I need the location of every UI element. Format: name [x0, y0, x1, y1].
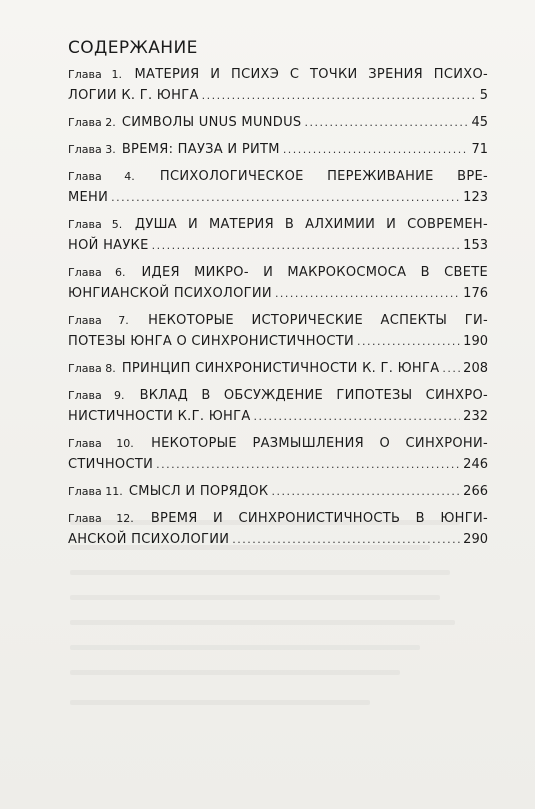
toc-entry-first-line [68, 433, 488, 454]
chapter-label: Глава 4. [68, 170, 135, 183]
dot-leader [111, 187, 460, 208]
toc-entry-last-line [68, 406, 488, 427]
chapter-label: Глава 1. [68, 68, 123, 81]
toc-entry[interactable] [68, 64, 488, 106]
chapter-title-part-1: ВРЕМЯ И СИНХРОНИСТИЧНОСТЬ В ЮНГИ- [150, 511, 488, 526]
chapter-title: СИМВОЛЫ UNUS MUNDUS [121, 115, 302, 130]
dot-leader [275, 283, 460, 304]
toc-entry-first-line [68, 262, 488, 283]
toc-entry[interactable] [68, 262, 488, 304]
toc-entry[interactable] [68, 139, 488, 160]
page-number: 5 [479, 88, 488, 103]
page-number: 71 [471, 142, 488, 157]
chapter-label: Глава 2. [68, 116, 116, 129]
chapter-title-part-2: НИСТИЧНОСТИ К.Г. ЮНГА [68, 409, 251, 424]
toc-entry[interactable] [68, 481, 488, 502]
show-through-line [70, 595, 440, 600]
page-number: 190 [463, 334, 488, 349]
chapter-title-part-1: ВКЛАД В ОБСУЖДЕНИЕ ГИПОТЕЗЫ СИНХРО- [139, 388, 489, 403]
dot-leader [152, 235, 461, 256]
dot-leader [232, 529, 460, 550]
toc-entry-last-line [68, 112, 488, 133]
toc-entry-heading-line [68, 385, 488, 406]
chapter-title: СМЫСЛ И ПОРЯДОК [128, 484, 269, 499]
dot-leader [304, 112, 468, 133]
page-number: 45 [471, 115, 488, 130]
toc-entry-first-line [68, 214, 488, 235]
toc-entry-last-line [68, 358, 488, 379]
page-number: 232 [463, 409, 488, 424]
toc-entry-first-line [68, 166, 488, 187]
dot-leader [271, 481, 460, 502]
chapter-label: Глава 5. [68, 218, 123, 231]
chapter-label: Глава 8. [68, 362, 116, 375]
dot-leader [357, 331, 460, 352]
table-of-contents [68, 64, 488, 556]
toc-entry-heading-line [68, 262, 488, 283]
chapter-label: Глава 11. [68, 485, 123, 498]
toc-entry-last-line [68, 481, 488, 502]
dot-leader [202, 85, 477, 106]
dot-leader [254, 406, 461, 427]
chapter-title-part-1: ПСИХОЛОГИЧЕСКОЕ ПЕРЕЖИВАНИЕ ВРЕ- [159, 169, 488, 184]
chapter-title-part-1: НЕКОТОРЫЕ РАЗМЫШЛЕНИЯ О СИНХРОНИ- [151, 436, 488, 451]
chapter-label: Глава 10. [68, 437, 134, 450]
toc-entry-last-line [68, 187, 488, 208]
show-through-line [70, 700, 370, 705]
chapter-label: Глава 6. [68, 266, 126, 279]
page-number: 290 [463, 532, 488, 547]
toc-entry[interactable] [68, 508, 488, 550]
toc-entry-heading-line [68, 508, 488, 529]
page-number: 123 [463, 190, 488, 205]
show-through-line [70, 645, 420, 650]
chapter-title-part-2: ЛОГИИ К. Г. ЮНГА [68, 88, 199, 103]
show-through-line [70, 620, 455, 625]
toc-entry-heading-line [68, 166, 488, 187]
toc-entry[interactable] [68, 166, 488, 208]
chapter-label: Глава 7. [68, 314, 129, 327]
chapter-label: Глава 9. [68, 389, 125, 402]
dot-leader [442, 358, 460, 379]
show-through-line [70, 570, 450, 575]
show-through-line [70, 670, 400, 675]
chapter-label: Глава 12. [68, 512, 134, 525]
toc-entry[interactable] [68, 214, 488, 256]
toc-entry-heading-line [68, 214, 488, 235]
toc-entry-heading-line [68, 64, 488, 85]
chapter-title-part-2: АНСКОЙ ПСИХОЛОГИИ [68, 532, 230, 547]
toc-entry-heading-line [68, 433, 488, 454]
toc-entry-last-line [68, 235, 488, 256]
toc-entry-last-line [68, 331, 488, 352]
chapter-title-part-2: СТИЧНОСТИ [68, 457, 154, 472]
toc-entry-first-line [68, 310, 488, 331]
toc-entry-first-line [68, 64, 488, 85]
toc-entry[interactable] [68, 433, 488, 475]
chapter-title-part-2: ЮНГИАНСКОЙ ПСИХОЛОГИИ [68, 286, 272, 301]
chapter-title-part-2: НОЙ НАУКЕ [68, 238, 149, 253]
toc-entry-last-line [68, 454, 488, 475]
dot-leader [156, 454, 460, 475]
page-number: 266 [463, 484, 488, 499]
page-number: 208 [463, 361, 488, 376]
toc-entry[interactable] [68, 385, 488, 427]
chapter-label: Глава 3. [68, 143, 116, 156]
chapter-title: ВРЕМЯ: ПАУЗА И РИТМ [121, 142, 280, 157]
toc-entry-heading-line [68, 310, 488, 331]
toc-entry-last-line [68, 283, 488, 304]
toc-entry[interactable] [68, 358, 488, 379]
chapter-title-part-2: МЕНИ [68, 190, 109, 205]
chapter-title: ПРИНЦИП СИНХРОНИСТИЧНОСТИ К. Г. ЮНГА [121, 361, 440, 376]
page-number: 176 [463, 286, 488, 301]
chapter-title-part-2: ПОТЕЗЫ ЮНГА О СИНХРОНИСТИЧНОСТИ [68, 334, 354, 349]
chapter-title-part-1: ДУША И МАТЕРИЯ В АЛХИМИИ И СОВРЕМЕН- [134, 217, 488, 232]
chapter-title-part-1: ИДЕЯ МИКРО- И МАКРОКОСМОСА В СВЕТЕ [141, 265, 488, 280]
chapter-title-part-1: МАТЕРИЯ И ПСИХЭ С ТОЧКИ ЗРЕНИЯ ПСИХО- [134, 67, 488, 82]
toc-entry-last-line [68, 139, 488, 160]
page-number: 246 [463, 457, 488, 472]
dot-leader [283, 139, 469, 160]
toc-entry-first-line [68, 385, 488, 406]
toc-entry-last-line [68, 529, 488, 550]
toc-entry-last-line [68, 85, 488, 106]
chapter-title-part-1: НЕКОТОРЫЕ ИСТОРИЧЕСКИЕ АСПЕКТЫ ГИ- [148, 313, 488, 328]
toc-entry[interactable] [68, 310, 488, 352]
page-number: 153 [463, 238, 488, 253]
toc-entry-first-line [68, 508, 488, 529]
toc-entry[interactable] [68, 112, 488, 133]
page-title: СОДЕРЖАНИЕ [68, 38, 198, 58]
